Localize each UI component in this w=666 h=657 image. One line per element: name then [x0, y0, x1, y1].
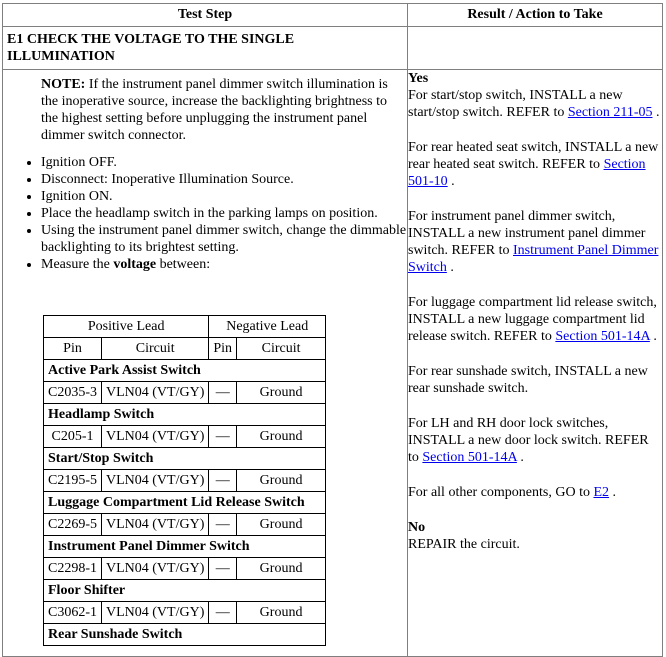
- diagnostic-table: [2, 3, 663, 657]
- positive-lead-header: Positive Lead: [44, 316, 209, 338]
- table-row: C2298-1 VLN04 (VT/GY) — Ground: [44, 558, 326, 580]
- circuit-header: Circuit: [237, 338, 326, 360]
- section-link[interactable]: Section 501-10: [408, 157, 646, 189]
- section-name: Active Park Assist Switch: [44, 360, 326, 382]
- step-title-cell: [3, 27, 408, 70]
- negative-lead-header: Negative Lead: [209, 316, 326, 338]
- section-name: Luggage Compartment Lid Release Switch: [44, 492, 326, 514]
- table-row: C2269-5 VLN04 (VT/GY) — Ground: [44, 514, 326, 536]
- result-item: For all other components, GO to E2 .: [408, 485, 617, 500]
- table-row: C2195-5 VLN04 (VT/GY) — Ground: [44, 470, 326, 492]
- section-name: Instrument Panel Dimmer Switch: [44, 536, 326, 558]
- header-test-step: Test Step: [3, 4, 408, 27]
- step-bullets: [3, 154, 407, 273]
- note-text: If the instrument panel dimmer switch illumination is the inoperative source, increase the backlighting brightness to the highest setting before unplugging the instrument panel dimmer switch connector.: [41, 77, 388, 143]
- yes-label: Yes: [408, 71, 429, 86]
- section-link[interactable]: Section 501-14A: [422, 450, 517, 465]
- section-name: Headlamp Switch: [44, 404, 326, 426]
- bullet-item: • Ignition ON.: [41, 188, 407, 205]
- bullet-measure: • Measure the voltage between:: [41, 256, 407, 273]
- result-item: For instrument panel dimmer switch, INSTALL a new instrument panel dimmer switch. REFER to Instrument Panel Dimmer Switch .: [408, 209, 659, 275]
- section-name: Rear Sunshade Switch: [44, 624, 326, 646]
- e2-link[interactable]: E2: [593, 485, 610, 500]
- circuit-header: Circuit: [102, 338, 209, 360]
- section-link[interactable]: Section 211-05: [567, 105, 653, 120]
- bullet-item: • Place the headlamp switch in the parking lamps on position.: [41, 205, 407, 222]
- result-item: For rear heated seat switch, INSTALL a new rear heated seat switch. REFER to Section 501-10 .: [408, 140, 659, 189]
- step-title: E1 CHECK THE VOLTAGE TO THE SINGLE ILLUMINATION: [7, 32, 295, 64]
- result-item: For LH and RH door lock switches, INSTALL a new door lock switch. REFER to Section 501-14A .: [408, 416, 649, 465]
- bullet-item: • Ignition OFF.: [41, 154, 407, 171]
- bullet-item: • Disconnect: Inoperative Illumination Source.: [41, 171, 407, 188]
- section-name: Start/Stop Switch: [44, 448, 326, 470]
- result-item: For luggage compartment lid release switch, INSTALL a new luggage compartment lid release switch. REFER to Section 501-14A .: [408, 295, 657, 344]
- voltage-table: [43, 315, 326, 646]
- result-item: For start/stop switch, INSTALL a new start/stop switch. REFER to Section 211-05 .: [408, 88, 660, 120]
- note: [3, 70, 407, 144]
- result-item: For rear sunshade switch, INSTALL a new rear sunshade switch.: [408, 364, 648, 396]
- pin-header: Pin: [209, 338, 237, 360]
- table-row: C2035-3 VLN04 (VT/GY) — Ground: [44, 382, 326, 404]
- section-link[interactable]: Section 501-14A: [555, 329, 650, 344]
- section-link[interactable]: Instrument Panel Dimmer Switch: [408, 243, 659, 275]
- note-label: NOTE:: [41, 77, 86, 92]
- step-body: [3, 70, 408, 657]
- pin-header: Pin: [44, 338, 102, 360]
- section-name: Floor Shifter: [44, 580, 326, 602]
- table-row: C3062-1 VLN04 (VT/GY) — Ground: [44, 602, 326, 624]
- no-action: REPAIR the circuit.: [408, 537, 520, 552]
- table-row: C205-1 VLN04 (VT/GY) — Ground: [44, 426, 326, 448]
- bullet-item: • Using the instrument panel dimmer switch, change the dimmable backlighting to its brightest setting.: [41, 222, 407, 256]
- no-label: No: [408, 520, 426, 535]
- header-result: Result / Action to Take: [408, 4, 663, 27]
- result-cell: [408, 70, 663, 657]
